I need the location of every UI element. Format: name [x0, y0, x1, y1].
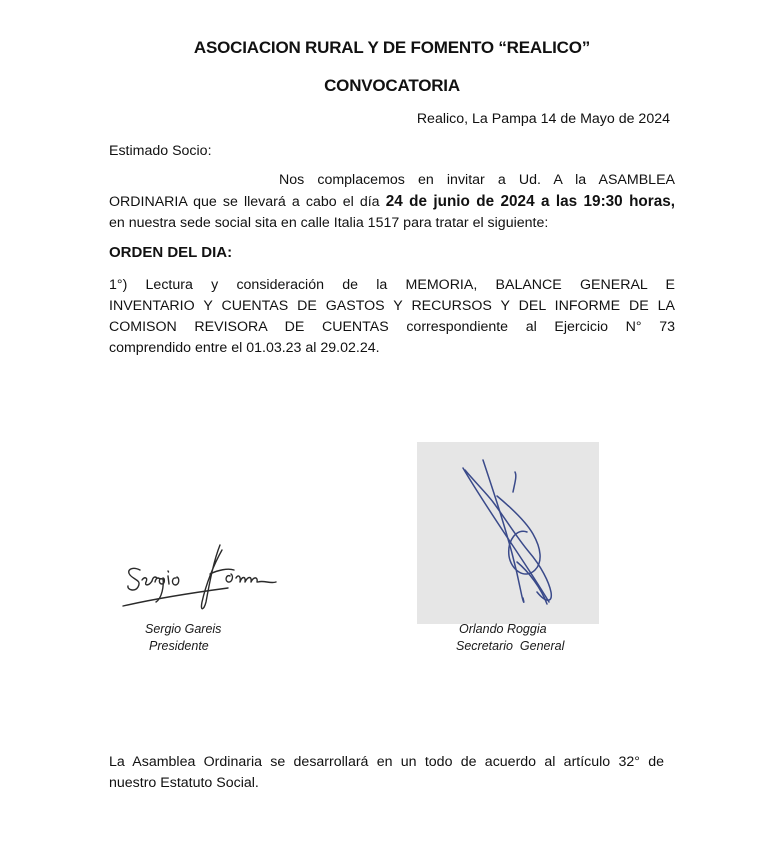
president-name: Sergio Gareis [145, 622, 222, 636]
footer-note [109, 752, 664, 794]
agenda-item-1-line-2: INVENTARIO Y CUENTAS DE GASTOS Y RECURSOS Y DEL INFORME DE LA [109, 298, 675, 314]
president-role: Presidente [149, 639, 209, 653]
agenda-item-1-line-4: comprendido entre el 01.03.23 al 29.02.24. [109, 340, 380, 356]
agenda-item-1-line-3: COMISON REVISORA DE CUENTAS correspondiente al Ejercicio N° 73 [109, 319, 675, 335]
invitation-line-1: Nos complacemos en invitar a Ud. A la ASAMBLEA [279, 172, 675, 188]
president-signature-drawing [118, 540, 288, 615]
secretary-signature-drawing [417, 442, 599, 624]
secretary-role: Secretario General [456, 639, 565, 653]
date-line: Realico, La Pampa 14 de Mayo de 2024 [416, 111, 670, 127]
organization-title: ASOCIACION RURAL Y DE FOMENTO “REALICO” [193, 38, 591, 57]
agenda-item-1 [109, 275, 675, 359]
president-signature [118, 540, 288, 615]
secretary-name: Orlando Roggia [459, 622, 547, 636]
invitation-paragraph [109, 170, 675, 234]
document-subtitle: CONVOCATORIA [324, 76, 460, 95]
agenda-item-1-line-1: 1°) Lectura y consideración de la MEMORIA, BALANCE GENERAL E [109, 277, 675, 293]
invitation-line-2 [109, 191, 675, 213]
greeting: Estimado Socio: [109, 143, 212, 159]
agenda-heading: ORDEN DEL DIA: [109, 244, 233, 261]
secretary-signature [417, 442, 599, 624]
footer-line-2: nuestro Estatuto Social. [109, 775, 259, 791]
invitation-line-3: en nuestra sede social sita en calle Italia 1517 para tratar el siguiente: [109, 215, 549, 231]
invitation-line-2-text: ORDINARIA que se llevará a cabo el día [109, 194, 380, 210]
footer-line-1: La Asamblea Ordinaria se desarrollará en un todo de acuerdo al artículo 32° de [109, 754, 664, 770]
meeting-datetime: 24 de junio de 2024 a las 19:30 horas, [385, 193, 675, 210]
